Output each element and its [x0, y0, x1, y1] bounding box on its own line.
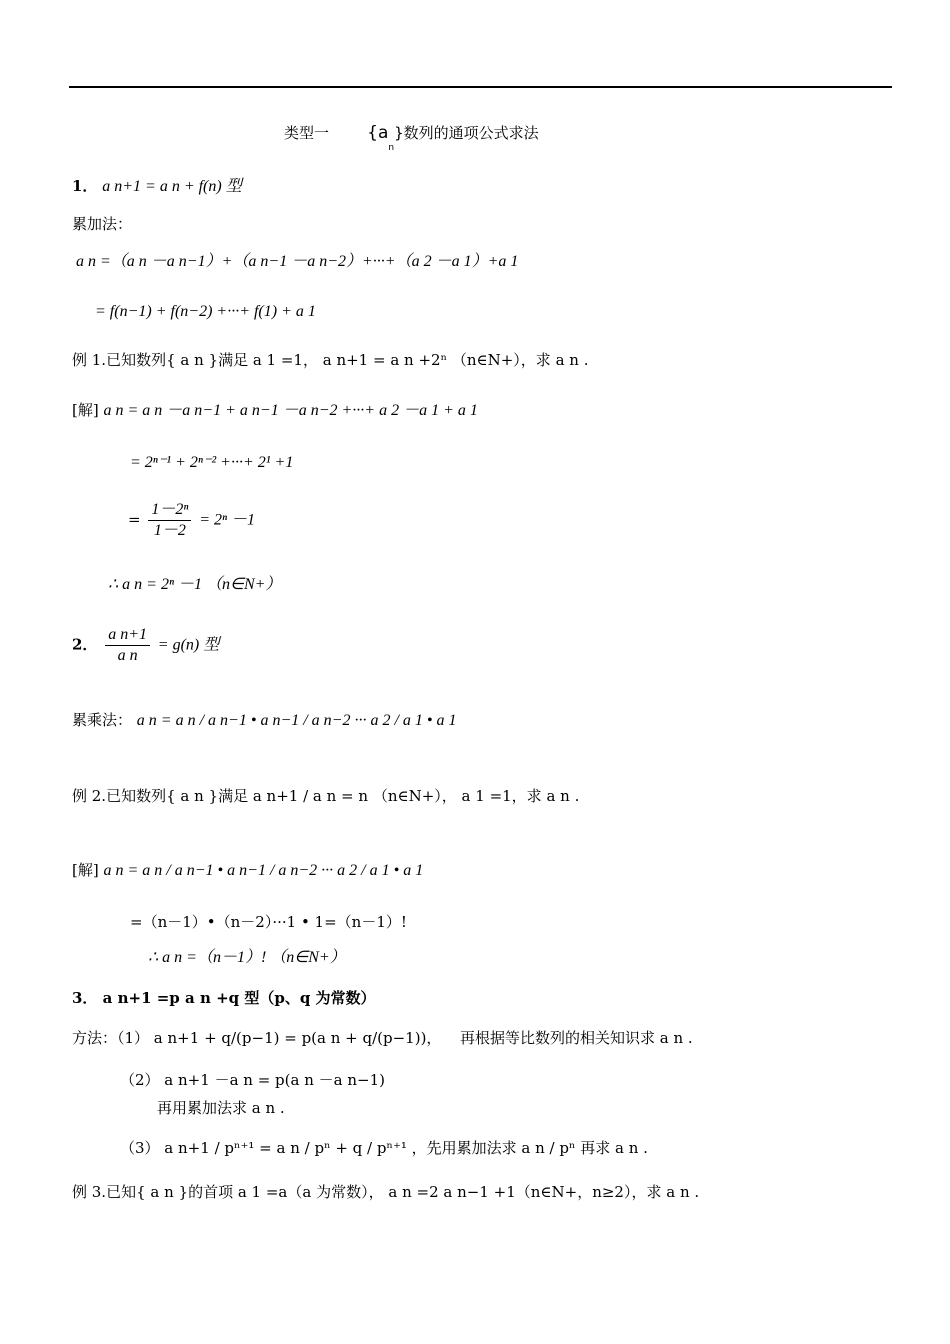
s1-sol-label: [解] — [72, 401, 99, 419]
s1-sol3-num: 1－2ⁿ — [148, 500, 191, 521]
s2-heading-rhs: = g(n) 型 — [157, 636, 220, 654]
s3-method2-tail: 再用累加法求 a n . — [157, 1099, 285, 1117]
s2-sol1: a n = a n / a n−1 • a n−1 / a n−2 ··· a 2 / a 1 • a 1 — [103, 862, 424, 879]
s2-eq: a n = a n / a n−1 • a n−1 / a n−2 ··· a 2 / a 1 • a 1 — [136, 712, 457, 729]
s1-eq1: a n =（a n －a n−1）+（a n−1 －a n−2）+···+（a 2 －a 1）+a 1 — [76, 253, 519, 270]
s2-example: 例 2.已知数列{ a n }满足 a n+1 / a n = n （n∈N+）， a 1 =1，求 a n . — [72, 787, 580, 805]
s3-method1-tail: 再根据等比数列的相关知识求 a n . — [460, 1029, 693, 1047]
s2-solution-line1 — [72, 860, 423, 881]
s1-sol2: = 2ⁿ⁻¹ + 2ⁿ⁻² +···+ 2¹ +1 — [130, 454, 294, 471]
s1-sol3: = $\frac{\text{1－2ⁿ}}{1-2}$ = 2ⁿ －1 — [128, 501, 256, 539]
s1-eq2: = f(n−1) + f(n−2) +···+ f(1) + a 1 — [95, 303, 316, 320]
title-prefix: 类型一 — [284, 124, 330, 142]
s1-heading — [72, 176, 242, 197]
title-set: {a — [367, 123, 389, 143]
s1-sol3-rhs: = 2ⁿ －1 — [199, 511, 256, 529]
s1-method: 累加法： — [72, 215, 133, 233]
s1-sol4: ∴ a n = 2ⁿ －1 （n∈N+） — [108, 576, 282, 593]
s3-example: 例 3.已知{ a n }的首项 a 1 =a（a 为常数）， a n =2 a n−1 +1（n∈N+，n≥2），求 a n . — [72, 1183, 700, 1201]
s2-heading-frac-den: a n — [117, 647, 138, 664]
s1-sol3-den: 1－2 — [153, 522, 186, 539]
s2-sol-label: [解] — [72, 861, 99, 879]
s2-sol3: ∴ a n =（n－1）! （n∈N+） — [148, 949, 346, 966]
s2-heading-frac-num: a n+1 — [105, 625, 150, 646]
s2-sol2: =（n－1）•（n－2）···1 • 1=（n－1）! — [130, 913, 407, 931]
page-title — [284, 123, 539, 153]
s1-example: 例 1.已知数列{ a n }满足 a 1 =1， a n+1 = a n +2ⁿ （n∈N+），求 a n . — [72, 351, 589, 369]
s2-heading-fraction — [105, 625, 150, 666]
title-suffix: }数列的通项公式求法 — [394, 124, 539, 142]
s1-sol3-fraction — [148, 500, 191, 541]
s3-method3: （3） a n+1 / pⁿ⁺¹ = a n / pⁿ + q / pⁿ⁺¹ ，先用累加法求 a n / pⁿ 再求 a n . — [120, 1139, 648, 1157]
s1-heading-formula: a n+1 = a n + f(n) 型 — [102, 178, 242, 195]
title-sub: n — [388, 143, 395, 153]
s2-method: 累乘法： — [72, 711, 133, 729]
s3-method1: 方法：（1） a n+1 + q/(p−1) = p(a n + q/(p−1))， — [72, 1029, 442, 1047]
header-rule — [69, 86, 892, 88]
s2-heading — [72, 625, 219, 666]
s1-heading-num: 1． — [72, 177, 98, 195]
s2-heading-num: 2． — [72, 635, 98, 654]
s1-sol1: a n = a n －a n−1 + a n−1 －a n−2 +···+ a 2 －a 1 + a 1 — [103, 402, 478, 419]
s3-method2: （2） a n+1 －a n = p(a n －a n−1) — [120, 1071, 385, 1089]
s2-method-line — [72, 710, 457, 731]
s3-heading: 3． a n+1 =p a n +q 型（p、q 为常数） — [72, 989, 376, 1007]
s1-solution-line1 — [72, 400, 478, 421]
